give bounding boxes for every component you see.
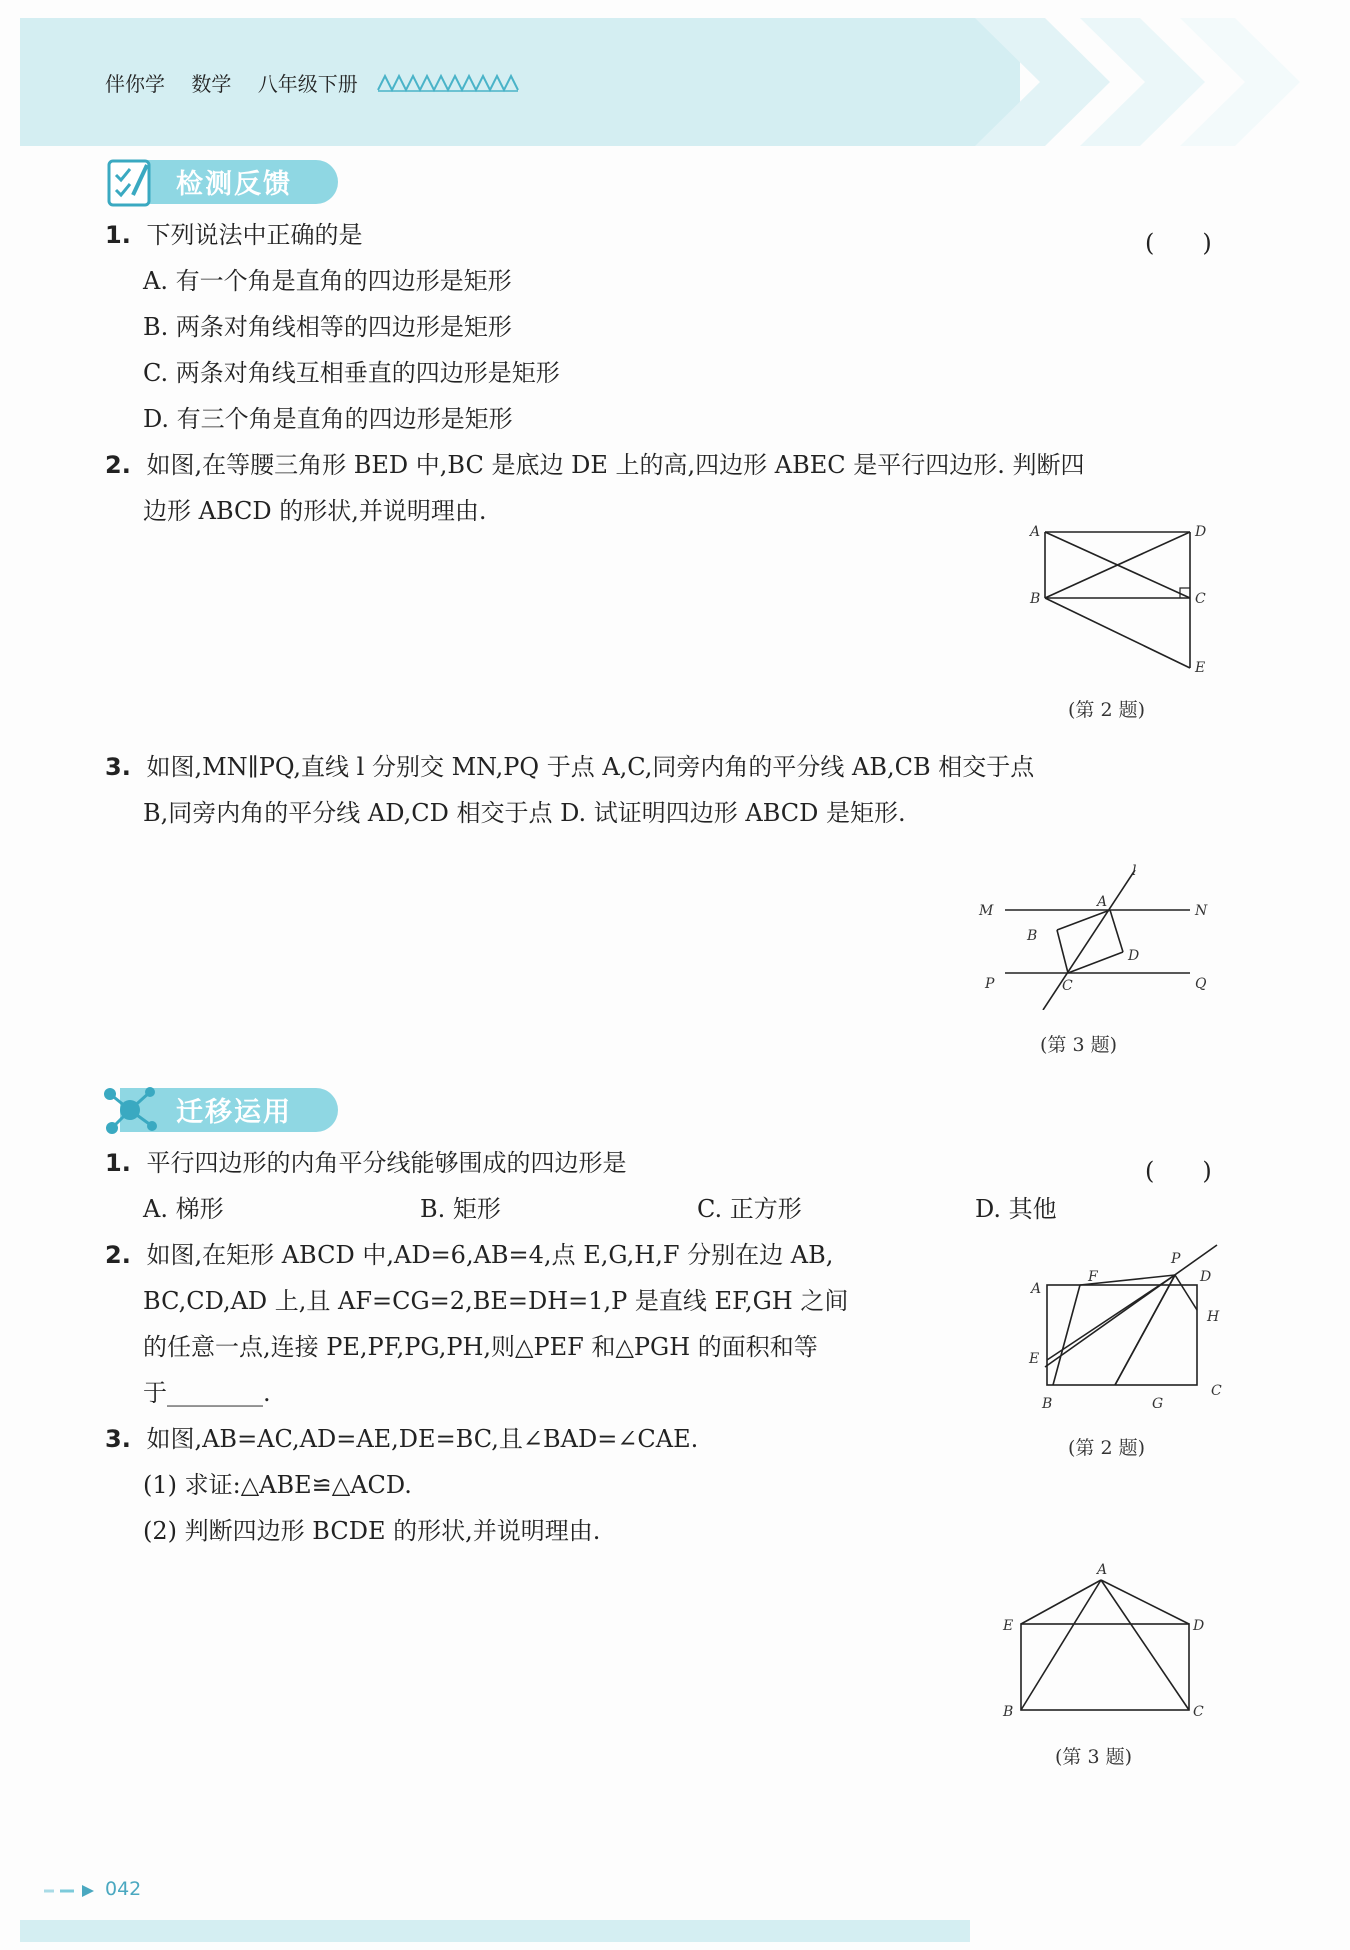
figure-check-q3 — [975, 860, 1215, 1010]
sub-question-2: (2) 判断四边形 BCDE 的形状,并说明理由. — [143, 1517, 601, 1545]
question-stem: 平行四边形的内角平分线能够围成的四边形是 — [146, 1149, 627, 1177]
label-E: E — [1003, 1618, 1014, 1634]
label-D: D — [1195, 524, 1207, 540]
transfer-q2 — [105, 1232, 833, 1278]
check-q2 — [105, 442, 1084, 488]
question-stem-line2: B,同旁内角的平分线 AD,CD 相交于点 D. 试证明四边形 ABCD 是矩形. — [143, 799, 906, 827]
label-A: A — [1031, 1281, 1042, 1297]
label-B: B — [1030, 591, 1041, 607]
figure-caption: (第 2 题) — [1068, 699, 1145, 721]
label-C: C — [1193, 1704, 1204, 1720]
label-G: G — [1152, 1396, 1164, 1412]
label-A: A — [1097, 894, 1108, 910]
page-number: 042 — [105, 1878, 142, 1900]
header-grade: 八年级下册 — [257, 72, 358, 96]
check-q3 — [105, 744, 1034, 790]
answer-parentheses: ( ) — [1145, 1157, 1212, 1185]
page-number-arrows-decoration — [42, 1882, 104, 1900]
option-c: C. 正方形 — [697, 1195, 802, 1223]
section-title-transfer: 迁移运用 — [176, 1097, 292, 1128]
answer-parentheses: ( ) — [1145, 229, 1212, 257]
label-B: B — [1027, 928, 1038, 944]
label-B: B — [1003, 1704, 1014, 1720]
section-title-check: 检测反馈 — [176, 169, 292, 200]
question-number: 3. — [105, 753, 131, 781]
question-stem-line2: 边形 ABCD 的形状,并说明理由. — [143, 497, 487, 525]
label-D: D — [1193, 1618, 1205, 1634]
option-a: A. 梯形 — [143, 1195, 224, 1223]
label-P: P — [985, 976, 995, 992]
label-E: E — [1029, 1351, 1040, 1367]
label-C: C — [1195, 591, 1206, 607]
label-N: N — [1195, 903, 1208, 919]
label-F: F — [1088, 1269, 1098, 1285]
question-number: 1. — [105, 221, 131, 249]
question-stem-line1: 如图,在等腰三角形 BED 中,BC 是底边 DE 上的高,四边形 ABEC 是平行四边形. 判断四 — [146, 451, 1085, 479]
question-stem-line2: BC,CD,AD 上,且 AF=CG=2,BE=DH=1,P 是直线 EF,GH 之间 — [143, 1287, 849, 1315]
figure-transfer-q2 — [1025, 1235, 1225, 1415]
question-stem-line1: 如图,在矩形 ABCD 中,AD=6,AB=4,点 E,G,H,F 分别在边 AB, — [146, 1241, 834, 1269]
label-l: l — [1132, 863, 1137, 879]
question-stem-line4: 于________. — [143, 1379, 271, 1407]
label-A: A — [1030, 524, 1041, 540]
label-Q: Q — [1195, 976, 1207, 992]
label-D: D — [1200, 1269, 1212, 1285]
question-stem: 下列说法中正确的是 — [146, 221, 363, 249]
option-c: C. 两条对角线互相垂直的四边形是矩形 — [143, 359, 560, 387]
header-zigzag-decoration — [376, 72, 526, 94]
checklist-icon — [105, 155, 161, 211]
label-M: M — [979, 903, 994, 919]
header-subject: 数学 — [191, 72, 232, 96]
header-text — [105, 68, 378, 97]
label-C: C — [1211, 1383, 1222, 1399]
check-q1 — [105, 212, 362, 258]
figure-transfer-q3 — [995, 1558, 1225, 1728]
sub-question-1: (1) 求证:△ABE≌△ACD. — [143, 1471, 412, 1499]
label-C: C — [1062, 978, 1073, 994]
question-number: 2. — [105, 1241, 131, 1269]
label-B: B — [1042, 1396, 1053, 1412]
option-b: B. 矩形 — [420, 1195, 501, 1223]
question-number: 1. — [105, 1149, 131, 1177]
question-stem-line1: 如图,AB=AC,AD=AE,DE=BC,且∠BAD=∠CAE. — [146, 1425, 699, 1453]
figure-caption: (第 3 题) — [1040, 1034, 1117, 1056]
question-number: 2. — [105, 451, 131, 479]
question-stem-line3: 的任意一点,连接 PE,PF,PG,PH,则△PEF 和△PGH 的面积和等 — [143, 1333, 818, 1361]
question-number: 3. — [105, 1425, 131, 1453]
label-E: E — [1195, 660, 1206, 676]
label-P: P — [1171, 1251, 1181, 1267]
question-stem-line1: 如图,MN∥PQ,直线 l 分别交 MN,PQ 于点 A,C,同旁内角的平分线 AB,CB 相交于点 — [146, 753, 1035, 781]
label-H: H — [1207, 1309, 1220, 1325]
transfer-q3 — [105, 1416, 698, 1462]
header-book: 伴你学 — [105, 72, 165, 96]
header-chevron-decoration — [880, 18, 1340, 148]
molecule-icon — [100, 1082, 160, 1138]
footer-band — [20, 1920, 970, 1942]
option-a: A. 有一个角是直角的四边形是矩形 — [143, 267, 512, 295]
figure-caption: (第 2 题) — [1068, 1437, 1145, 1459]
figure-check-q2 — [1020, 520, 1220, 680]
label-D: D — [1128, 948, 1140, 964]
figure-caption: (第 3 题) — [1055, 1746, 1132, 1768]
label-A: A — [1097, 1562, 1108, 1578]
transfer-q1 — [105, 1140, 626, 1186]
option-d: D. 其他 — [975, 1195, 1057, 1223]
option-d: D. 有三个角是直角的四边形是矩形 — [143, 405, 513, 433]
option-b: B. 两条对角线相等的四边形是矩形 — [143, 313, 512, 341]
